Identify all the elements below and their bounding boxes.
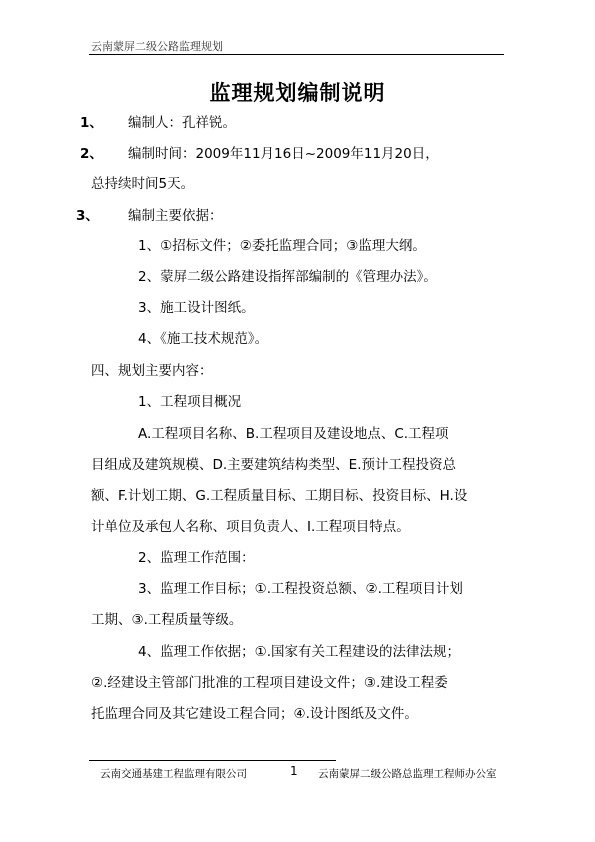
section-4-heading: 四、规划主要内容：	[91, 363, 213, 379]
item-2-text: 编制时间：2009年11月16日~2009年11月20日，	[128, 146, 439, 162]
basis-item-1: 1、①招标文件；②委托监理合同；③监理大纲。	[138, 238, 426, 254]
page-header: 云南蒙屏二级公路监理规划	[91, 40, 223, 53]
para-4-line-1: 4、监理工作依据；①.国家有关工程建设的法律法规；	[138, 644, 460, 660]
section-4-sub-1: 1、工程项目概况	[138, 394, 242, 410]
para-1-line-3: 额、F.计划工期、G.工程质量目标、工期目标、投资目标、H.设	[91, 488, 468, 504]
para-3-line-2: 工期、③.工程质量等级。	[91, 612, 243, 628]
para-1-line-4: 计单位及承包人名称、项目负责人、I.工程项目特点。	[91, 519, 410, 535]
para-4-line-2: ②.经建设主管部门批准的工程项目建设文件；③.建设工程委	[91, 675, 448, 691]
basis-item-2: 2、蒙屏二级公路建设指挥部编制的《管理办法》。	[138, 269, 437, 285]
document-title: 监理规划编制说明	[209, 81, 386, 105]
footer-rule	[89, 760, 336, 761]
item-3-text: 编制主要依据：	[128, 208, 223, 224]
footer-company: 云南交通基建工程监理有限公司	[100, 768, 247, 780]
item-1-text: 编制人：孔祥锐。	[128, 115, 236, 131]
item-2-number: 2、	[80, 146, 103, 162]
item-1-number: 1、	[80, 115, 103, 131]
basis-item-3: 3、施工设计图纸。	[138, 300, 255, 316]
para-3-line-1: 3、监理工作目标；①.工程投资总额、②.工程项目计划	[138, 581, 463, 597]
item-3-number: 3、	[76, 208, 99, 224]
header-rule	[89, 54, 504, 55]
para-1-line-1: A.工程项目名称、B.工程项目及建设地点、C.工程项	[138, 426, 449, 442]
page-number: 1	[290, 764, 298, 778]
footer-office: 云南蒙屏二级公路总监理工程师办公室	[318, 768, 497, 780]
para-4-line-3: 托监理合同及其它建设工程合同；④.设计图纸及文件。	[91, 706, 418, 722]
para-1-line-2: 目组成及建筑规模、D.主要建筑结构类型、E.预计工程投资总	[91, 457, 457, 473]
section-4-sub-2: 2、监理工作范围：	[138, 550, 255, 566]
item-2-continuation: 总持续时间5天。	[91, 176, 195, 192]
basis-item-4: 4、《施工技术规范》。	[138, 331, 269, 347]
